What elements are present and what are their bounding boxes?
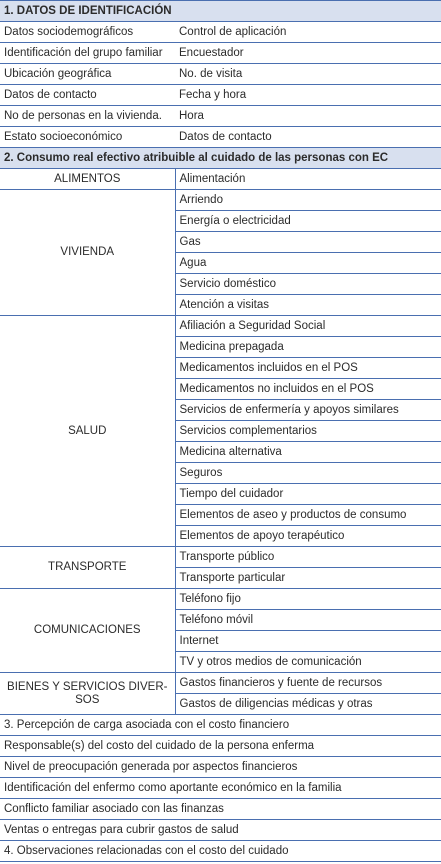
section-row bbox=[0, 715, 441, 736]
control-field: No. de visita bbox=[175, 64, 441, 85]
table-row bbox=[0, 673, 441, 694]
expense-item: Gas bbox=[175, 232, 441, 253]
category-label: BIENES Y SERVICIOS DIVER-SOS bbox=[0, 673, 175, 715]
table-row bbox=[0, 190, 441, 211]
expense-item: Medicamentos no incluidos en el POS bbox=[175, 379, 441, 400]
table-body bbox=[0, 1, 441, 862]
table-row bbox=[0, 799, 441, 820]
table-row bbox=[0, 64, 441, 85]
expense-item: Transporte público bbox=[175, 547, 441, 568]
expense-item: Energía o electricidad bbox=[175, 211, 441, 232]
table-row bbox=[0, 85, 441, 106]
table-row bbox=[0, 736, 441, 757]
section-row bbox=[0, 841, 441, 862]
control-field: Hora bbox=[175, 106, 441, 127]
identification-field: Ubicación geográfica bbox=[0, 64, 175, 85]
expense-item: Afiliación a Seguridad Social bbox=[175, 316, 441, 337]
expense-item: Atención a visitas bbox=[175, 295, 441, 316]
section-header-row bbox=[0, 148, 441, 169]
expense-item: Elementos de aseo y productos de consumo bbox=[175, 505, 441, 526]
perception-item: Conflicto familiar asociado con las finanzas bbox=[0, 799, 441, 820]
section-title: 4. Observaciones relacionadas con el costo del cuidado bbox=[0, 841, 441, 862]
expense-item: Medicina alternativa bbox=[175, 442, 441, 463]
table-row bbox=[0, 316, 441, 337]
expense-item: Seguros bbox=[175, 463, 441, 484]
table-row bbox=[0, 778, 441, 799]
category-label: COMUNICACIONES bbox=[0, 589, 175, 673]
table-row bbox=[0, 43, 441, 64]
identification-field: Datos sociodemográficos bbox=[0, 22, 175, 43]
identification-field: Estato socioeconómico bbox=[0, 127, 175, 148]
table-row bbox=[0, 547, 441, 568]
control-field: Encuestador bbox=[175, 43, 441, 64]
control-field: Fecha y hora bbox=[175, 85, 441, 106]
category-label: VIVIENDA bbox=[0, 190, 175, 316]
expense-item: Servicio doméstico bbox=[175, 274, 441, 295]
table-row bbox=[0, 127, 441, 148]
perception-item: Identificación del enfermo como aportante económico en la familia bbox=[0, 778, 441, 799]
expense-item: Gastos financieros y fuente de recursos bbox=[175, 673, 441, 694]
expense-item: Servicios complementarios bbox=[175, 421, 441, 442]
category-label: TRANSPORTE bbox=[0, 547, 175, 589]
control-field: Datos de contacto bbox=[175, 127, 441, 148]
expense-item: Transporte particular bbox=[175, 568, 441, 589]
expense-item: Internet bbox=[175, 631, 441, 652]
expense-item: Elementos de apoyo terapéutico bbox=[175, 526, 441, 547]
expense-item: Servicios de enfermería y apoyos similares bbox=[175, 400, 441, 421]
table-row bbox=[0, 757, 441, 778]
identification-field: No de personas en la vivienda. bbox=[0, 106, 175, 127]
table-row bbox=[0, 589, 441, 610]
expense-item: Teléfono fijo bbox=[175, 589, 441, 610]
table-row bbox=[0, 169, 441, 190]
table-row bbox=[0, 22, 441, 43]
section-title: 2. Consumo real efectivo atribuible al cuidado de las personas con EC bbox=[0, 148, 441, 169]
section-header-row bbox=[0, 1, 441, 22]
control-field: Control de aplicación bbox=[175, 22, 441, 43]
perception-item: Nivel de preocupación generada por aspectos financieros bbox=[0, 757, 441, 778]
table-row bbox=[0, 820, 441, 841]
expense-item: Alimentación bbox=[175, 169, 441, 190]
perception-item: Ventas o entregas para cubrir gastos de salud bbox=[0, 820, 441, 841]
expense-item: Medicina prepagada bbox=[175, 337, 441, 358]
expense-item: Medicamentos incluidos en el POS bbox=[175, 358, 441, 379]
perception-item: Responsable(s) del costo del cuidado de la persona enferma bbox=[0, 736, 441, 757]
identification-field: Identificación del grupo familiar bbox=[0, 43, 175, 64]
table-row bbox=[0, 106, 441, 127]
section-title: 3. Percepción de carga asociada con el costo financiero bbox=[0, 715, 441, 736]
category-label: SALUD bbox=[0, 316, 175, 547]
expense-item: Arriendo bbox=[175, 190, 441, 211]
expense-item: Teléfono móvil bbox=[175, 610, 441, 631]
identification-field: Datos de contacto bbox=[0, 85, 175, 106]
expense-item: TV y otros medios de comunicación bbox=[175, 652, 441, 673]
expense-item: Agua bbox=[175, 253, 441, 274]
expense-item: Tiempo del cuidador bbox=[175, 484, 441, 505]
section-title: 1. DATOS DE IDENTIFICACIÓN bbox=[0, 1, 441, 22]
category-label: ALIMENTOS bbox=[0, 169, 175, 190]
expense-item: Gastos de diligencias médicas y otras bbox=[175, 694, 441, 715]
